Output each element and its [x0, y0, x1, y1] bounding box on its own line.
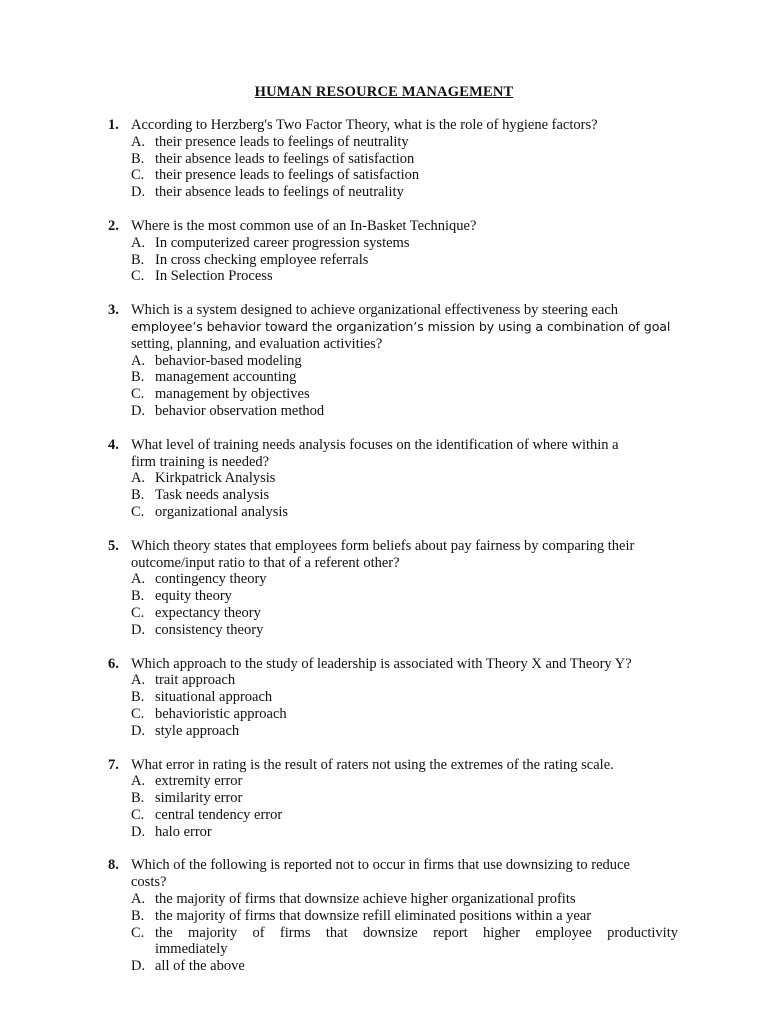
option-letter: A. [131, 672, 146, 689]
option-text: the majority of firms that downsize achieve higher organizational profits [155, 891, 576, 908]
option-text: their absence leads to feelings of neutrality [155, 184, 404, 201]
option-list [108, 470, 678, 520]
option-letter: C. [131, 924, 145, 941]
question-text: Which approach to the study of leadership is associated with Theory X and Theory Y? [131, 655, 632, 672]
question-text-line-1: Which of the following is reported not to occur in firms that use downsizing to reduce [131, 857, 630, 874]
question-text-line-2: employee’s behavior toward the organization’s mission by using a combination of goal [131, 318, 671, 334]
option-letter: A. [131, 773, 146, 790]
option-letter: A. [131, 133, 146, 150]
option-d [131, 403, 678, 420]
question-8 [108, 857, 678, 975]
question-list [108, 117, 678, 992]
question-number: 2. [108, 217, 119, 234]
option-a [131, 134, 678, 151]
option-b [131, 790, 678, 807]
option-c [131, 706, 678, 723]
option-text: all of the above [155, 958, 245, 975]
question-text-line-3: setting, planning, and evaluation activities? [131, 335, 383, 352]
option-text: management accounting [155, 369, 297, 386]
option-letter: D. [131, 621, 146, 638]
option-letter: C. [131, 386, 145, 403]
option-b [131, 252, 678, 269]
question-1 [108, 117, 678, 201]
option-list [108, 672, 678, 739]
option-text: the majority of firms that downsize refill eliminated positions within a year [155, 907, 592, 924]
option-letter: C. [131, 167, 145, 184]
question-number: 1. [108, 117, 119, 133]
option-text: Task needs analysis [155, 487, 270, 504]
question-6 [108, 656, 678, 740]
option-letter: D. [131, 958, 146, 975]
question-number: 8. [108, 857, 119, 874]
question-4 [108, 437, 678, 521]
question-2 [108, 218, 678, 285]
option-d [131, 958, 678, 975]
option-text: Kirkpatrick Analysis [155, 470, 276, 487]
question-stem [108, 857, 678, 891]
option-a [131, 672, 678, 689]
option-a [131, 235, 678, 252]
option-a [131, 571, 678, 588]
question-3 [108, 302, 678, 420]
option-list [108, 773, 678, 840]
option-text: situational approach [155, 689, 273, 706]
option-letter: D. [131, 402, 146, 419]
option-letter: D. [131, 184, 146, 201]
option-letter: B. [131, 588, 145, 605]
question-7 [108, 757, 678, 841]
option-text: behavior-based modeling [155, 352, 302, 369]
option-letter: C. [131, 705, 145, 722]
option-letter: C. [131, 806, 145, 823]
question-text: Where is the most common use of an In-Basket Technique? [131, 217, 477, 234]
option-text: central tendency error [155, 806, 283, 823]
option-b [131, 689, 678, 706]
option-text: extremity error [155, 773, 243, 790]
option-text: organizational analysis [155, 503, 289, 520]
option-list [108, 891, 678, 975]
option-text: equity theory [155, 588, 232, 605]
option-letter: A. [131, 571, 146, 588]
option-letter: D. [131, 823, 146, 840]
question-stem [108, 117, 678, 134]
option-text: behavior observation method [155, 402, 325, 419]
question-5 [108, 538, 678, 639]
option-letter: B. [131, 907, 145, 924]
question-number: 6. [108, 655, 119, 672]
option-text: In computerized career progression systems [155, 234, 410, 251]
question-text-line-2: outcome/input ratio to that of a referent other? [131, 554, 400, 571]
option-text: trait approach [155, 672, 236, 689]
option-text: similarity error [155, 790, 243, 807]
option-c [131, 386, 678, 403]
option-d [131, 622, 678, 639]
option-list [108, 235, 678, 285]
question-number: 3. [108, 302, 119, 319]
option-b [131, 487, 678, 504]
option-d [131, 723, 678, 740]
question-stem [108, 538, 678, 572]
option-c [131, 807, 678, 824]
option-text-line-2: immediately [155, 941, 228, 958]
option-letter: A. [131, 470, 146, 487]
option-letter: B. [131, 487, 145, 504]
option-c [131, 605, 678, 622]
question-stem [108, 757, 678, 774]
question-number: 4. [108, 436, 119, 453]
option-text: expectancy theory [155, 604, 261, 621]
option-text: halo error [155, 823, 212, 840]
option-a [131, 353, 678, 370]
option-text: behavioristic approach [155, 705, 287, 722]
option-b [131, 588, 678, 605]
option-text: In Selection Process [155, 268, 273, 285]
option-letter: B. [131, 251, 145, 268]
question-stem [108, 218, 678, 235]
option-letter: A. [131, 234, 146, 251]
option-list [108, 353, 678, 420]
question-stem [108, 656, 678, 673]
question-text-line-1: What level of training needs analysis focuses on the identification of where within a [131, 436, 619, 453]
option-text-line-1: the majority of firms that downsize report higher employee productivity [155, 924, 678, 941]
page-title: HUMAN RESOURCE MANAGEMENT [254, 84, 514, 100]
option-letter: C. [131, 604, 145, 621]
option-d [131, 824, 678, 841]
option-letter: A. [131, 891, 146, 908]
option-text: consistency theory [155, 621, 264, 638]
question-text: According to Herzberg's Two Factor Theory, what is the role of hygiene factors? [131, 117, 598, 133]
question-text-line-2: firm training is needed? [131, 453, 270, 470]
question-text-line-2: costs? [131, 874, 167, 891]
option-c [131, 925, 678, 959]
option-letter: B. [131, 369, 145, 386]
option-text: style approach [155, 722, 240, 739]
option-c [131, 167, 678, 184]
option-a [131, 891, 678, 908]
question-stem [108, 302, 678, 352]
option-letter: B. [131, 790, 145, 807]
option-a [131, 773, 678, 790]
option-d [131, 184, 678, 201]
option-b [131, 369, 678, 386]
option-b [131, 908, 678, 925]
option-letter: D. [131, 722, 146, 739]
option-letter: B. [131, 150, 145, 167]
option-letter: C. [131, 503, 145, 520]
option-letter: A. [131, 352, 146, 369]
question-number: 5. [108, 537, 119, 554]
option-list [108, 134, 678, 201]
question-stem [108, 437, 678, 471]
option-letter: C. [131, 268, 145, 285]
option-letter: B. [131, 689, 145, 706]
option-text: their absence leads to feelings of satisfaction [155, 150, 415, 167]
option-a [131, 470, 678, 487]
question-text-line-1: Which is a system designed to achieve organizational effectiveness by steering each [131, 302, 619, 319]
option-c [131, 504, 678, 521]
option-b [131, 151, 678, 168]
option-c [131, 268, 678, 285]
option-text: their presence leads to feelings of neutrality [155, 133, 409, 150]
question-text-line-1: Which theory states that employees form beliefs about pay fairness by comparing their [131, 537, 635, 554]
option-text: their presence leads to feelings of satisfaction [155, 167, 420, 184]
option-text: contingency theory [155, 571, 267, 588]
option-list [108, 571, 678, 638]
option-text: management by objectives [155, 386, 310, 403]
question-number: 7. [108, 756, 119, 773]
question-text: What error in rating is the result of raters not using the extremes of the rating scale. [131, 756, 614, 773]
option-text: In cross checking employee referrals [155, 251, 369, 268]
